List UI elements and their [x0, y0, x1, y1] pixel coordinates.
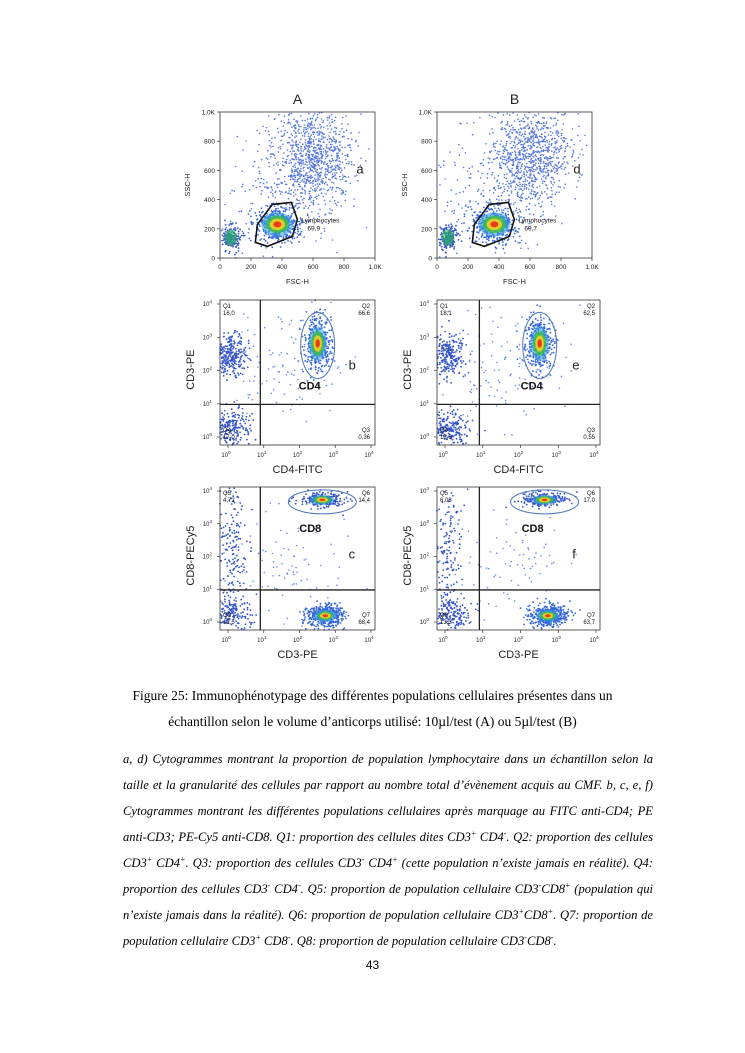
density-peak — [319, 499, 325, 502]
x-tick-label: $10^2$ — [513, 635, 524, 644]
y-tick-label: 400 — [421, 197, 432, 205]
quadrant-value: 12,5 — [223, 620, 235, 626]
quadrant-name: Q4 — [440, 428, 449, 434]
y-tick-label: $10^2$ — [419, 551, 429, 561]
panel-letter: d — [573, 161, 581, 177]
figure-description: a, d) Cytogrammes montrant la proportion de population lymphocytaire dans un échantillon selon la taille et la granularité des cellules par rapport au nombre total d’évènement acquis au CMF. b, c, e, f) Cytogrammes montrant les différentes populations cellulaires après marquage au FITC anti-CD4; PE anti-CD3; PE-Cy5 anti-CD8. Q1: proportion des cellules dites CD3+ CD4-. Q2: proportion des cellules CD3+ CD4+. Q3: proportion des cellules CD3- CD4+ (cette population n’existe jamais en réalité). Q4: proportion des cellules CD3- CD4-. Q5: proportion de population cellulaire CD3-CD8+ (population qui n’existe jamais dans la réalité). Q6: proportion de population cellulaire CD3+CD8+. Q7: proportion de population cellulaire CD3+ CD8-. Q8: proportion de population cellulaire CD3-CD8-. — [123, 752, 654, 948]
debris-cluster — [442, 230, 454, 246]
quadrant-value: 6,03 — [440, 498, 452, 504]
event-dots — [223, 502, 368, 627]
x-axis-label: CD4-FITC — [493, 464, 544, 476]
event-dots — [442, 304, 581, 436]
x-tick-label: $10^0$ — [221, 635, 231, 644]
quadrant-value: 63,7 — [583, 620, 595, 626]
x-tick-label: $10^4$ — [589, 635, 599, 644]
debris-cluster — [225, 230, 237, 246]
x-axis-label: CD4-FITC — [272, 464, 323, 476]
page-number: 43 — [365, 958, 380, 972]
x-tick-label: $10^1$ — [476, 635, 486, 644]
x-tick-label: 0 — [218, 264, 222, 271]
y-tick-label: $10^2$ — [202, 551, 212, 561]
quadrant-name: Q2 — [586, 304, 595, 310]
y-axis-label: CD8-PECy5 — [402, 525, 414, 586]
quadrant-value: 18,9 — [440, 435, 452, 441]
x-axis-label: CD3-PE — [277, 649, 318, 661]
x-axis-label: FSC-H — [503, 277, 526, 286]
x-tick-label: $10^1$ — [476, 450, 486, 459]
x-tick-label: 200 — [245, 264, 257, 271]
y-tick-label: $10^1$ — [419, 584, 429, 594]
quadrant-value: 17,0 — [223, 435, 235, 441]
x-tick-label: $10^4$ — [589, 450, 599, 459]
plot-frame — [437, 112, 592, 258]
x-tick-label: 200 — [462, 264, 474, 271]
x-tick-label: $10^4$ — [364, 635, 374, 644]
y-tick-label: 0 — [428, 255, 432, 263]
x-tick-label: 600 — [524, 264, 536, 271]
quadrant-name: Q6 — [361, 491, 370, 497]
quadrant-name: Q5 — [440, 491, 449, 497]
population-label: CD8 — [521, 522, 544, 535]
x-tick-label: $10^2$ — [292, 635, 303, 644]
panel-a-scatter — [183, 91, 382, 286]
quadrant-name: Q3 — [586, 428, 595, 434]
x-tick-label: $10^2$ — [513, 450, 524, 459]
quadrant-name: Q6 — [586, 491, 595, 497]
density-peak — [542, 499, 548, 502]
x-tick-label: $10^2$ — [292, 450, 303, 459]
x-tick-label: $10^0$ — [438, 635, 448, 644]
quadrant-value: 17,0 — [583, 498, 595, 504]
y-tick-label: $10^0$ — [202, 617, 212, 626]
y-tick-label: $10^0$ — [419, 432, 429, 441]
quadrant-name: Q5 — [223, 491, 232, 497]
x-tick-label: $10^1$ — [257, 635, 267, 644]
y-tick-label: $10^0$ — [419, 617, 429, 626]
figure-caption-line1: Figure 25: Immunophénotypage des différentes populations cellulaires présentes dans un — [132, 688, 613, 703]
y-tick-label: 800 — [204, 138, 215, 146]
gate-value: 69,9 — [307, 225, 321, 233]
quadrant-name: Q3 — [361, 428, 370, 434]
population-label: CD8 — [299, 522, 322, 535]
y-axis-label: SSC-H — [400, 173, 409, 197]
panel-c-cd8 — [185, 486, 375, 661]
y-tick-label: $10^0$ — [202, 432, 212, 441]
panel-title: A — [292, 91, 303, 107]
y-tick-label: $10^4$ — [419, 486, 429, 495]
figure-caption-line2: échantillon selon le volume d’anticorps utilisé: 10µl/test (A) ou 5µl/test (B) — [168, 714, 577, 729]
panel-letter: a — [356, 161, 364, 177]
y-tick-label: $10^3$ — [202, 332, 212, 342]
x-tick-label: 800 — [338, 264, 350, 271]
y-tick-label: 200 — [204, 226, 215, 234]
y-tick-label: $10^1$ — [202, 398, 212, 408]
quadrant-name: Q8 — [223, 613, 232, 619]
y-tick-label: $10^3$ — [202, 518, 212, 528]
event-dots — [436, 320, 471, 385]
quadrant-value: 4,72 — [223, 498, 235, 504]
y-tick-label: $10^4$ — [419, 299, 429, 308]
population-label: CD4 — [298, 380, 321, 393]
x-axis-label: CD3-PE — [498, 649, 539, 661]
quadrant-value: 0,36 — [358, 435, 370, 441]
y-axis-label: CD8-PECy5 — [185, 525, 197, 586]
panel-title: B — [509, 91, 520, 107]
density-peak — [273, 221, 281, 227]
x-tick-label: 400 — [493, 264, 505, 271]
panel-letter: b — [348, 357, 356, 373]
event-dots — [219, 488, 257, 615]
quadrant-name: Q7 — [586, 613, 595, 619]
x-tick-label: 600 — [307, 264, 319, 271]
quadrant-value: 13,3 — [440, 620, 452, 626]
event-dots — [222, 115, 367, 259]
y-tick-label: 1,0K — [418, 109, 432, 117]
panel-e-cd4 — [402, 299, 600, 476]
population-label: CD4 — [520, 380, 543, 393]
quadrant-value: 62,5 — [583, 311, 595, 317]
y-tick-label: $10^4$ — [202, 486, 212, 495]
x-tick-label: $10^1$ — [257, 450, 267, 459]
x-tick-label: $10^3$ — [551, 450, 561, 459]
panel-letter: f — [572, 546, 576, 562]
quadrant-name: Q1 — [223, 304, 232, 310]
quadrant-value: 16,0 — [223, 311, 235, 317]
gate-label: Lymphocytes — [301, 217, 340, 225]
quadrant-name: Q1 — [440, 304, 449, 310]
quadrant-name: Q8 — [440, 613, 449, 619]
y-tick-label: 600 — [421, 167, 432, 175]
y-tick-label: $10^1$ — [202, 584, 212, 594]
density-peak — [323, 614, 329, 617]
x-tick-label: 1,0K — [368, 264, 382, 271]
y-tick-label: $10^2$ — [202, 365, 212, 375]
gate-value: 69,7 — [524, 225, 538, 233]
x-tick-label: 800 — [555, 264, 567, 271]
y-tick-label: $10^1$ — [419, 398, 429, 408]
y-tick-label: 0 — [211, 255, 215, 263]
y-tick-label: 800 — [421, 138, 432, 146]
y-axis-label: CD3-PE — [185, 349, 197, 390]
y-tick-label: 200 — [421, 226, 432, 234]
quadrant-name: Q7 — [361, 613, 370, 619]
panel-d-scatter — [400, 91, 599, 286]
quadrant-value: 68,4 — [358, 620, 370, 626]
quadrant-value: 18,1 — [440, 311, 452, 317]
event-dots — [219, 330, 252, 381]
density-peak — [537, 339, 542, 348]
x-tick-label: $10^3$ — [551, 635, 561, 644]
y-axis-label: CD3-PE — [402, 349, 414, 390]
density-peak — [545, 614, 551, 617]
y-tick-label: $10^3$ — [419, 332, 429, 342]
y-tick-label: $10^4$ — [202, 299, 212, 308]
quadrant-value: 14,4 — [358, 498, 370, 504]
quadrant-name: Q2 — [361, 304, 370, 310]
x-tick-label: $10^0$ — [438, 450, 448, 459]
y-tick-label: $10^3$ — [419, 518, 429, 528]
y-tick-label: 600 — [204, 167, 215, 175]
quadrant-name: Q4 — [223, 428, 232, 434]
x-tick-label: $10^3$ — [328, 635, 338, 644]
y-tick-label: $10^2$ — [419, 365, 429, 375]
quadrant-value: 66,6 — [358, 311, 370, 317]
density-peak — [315, 339, 320, 348]
x-tick-label: $10^3$ — [328, 450, 338, 459]
x-tick-label: 0 — [435, 264, 439, 271]
x-axis-label: FSC-H — [286, 277, 309, 286]
panel-letter: c — [348, 546, 356, 562]
x-tick-label: $10^4$ — [364, 450, 374, 459]
y-axis-label: SSC-H — [183, 173, 192, 197]
gate-label: Lymphocytes — [518, 217, 557, 225]
y-tick-label: 400 — [204, 197, 215, 205]
x-tick-label: $10^0$ — [221, 450, 231, 459]
quadrant-value: 0,55 — [583, 435, 595, 441]
x-tick-label: 400 — [276, 264, 288, 271]
panel-letter: e — [572, 357, 580, 373]
y-tick-label: 1,0K — [201, 109, 215, 117]
x-tick-label: 1,0K — [585, 264, 599, 271]
panel-b-cd4 — [185, 299, 375, 476]
panel-f-cd8 — [402, 486, 600, 661]
density-peak — [490, 221, 498, 227]
